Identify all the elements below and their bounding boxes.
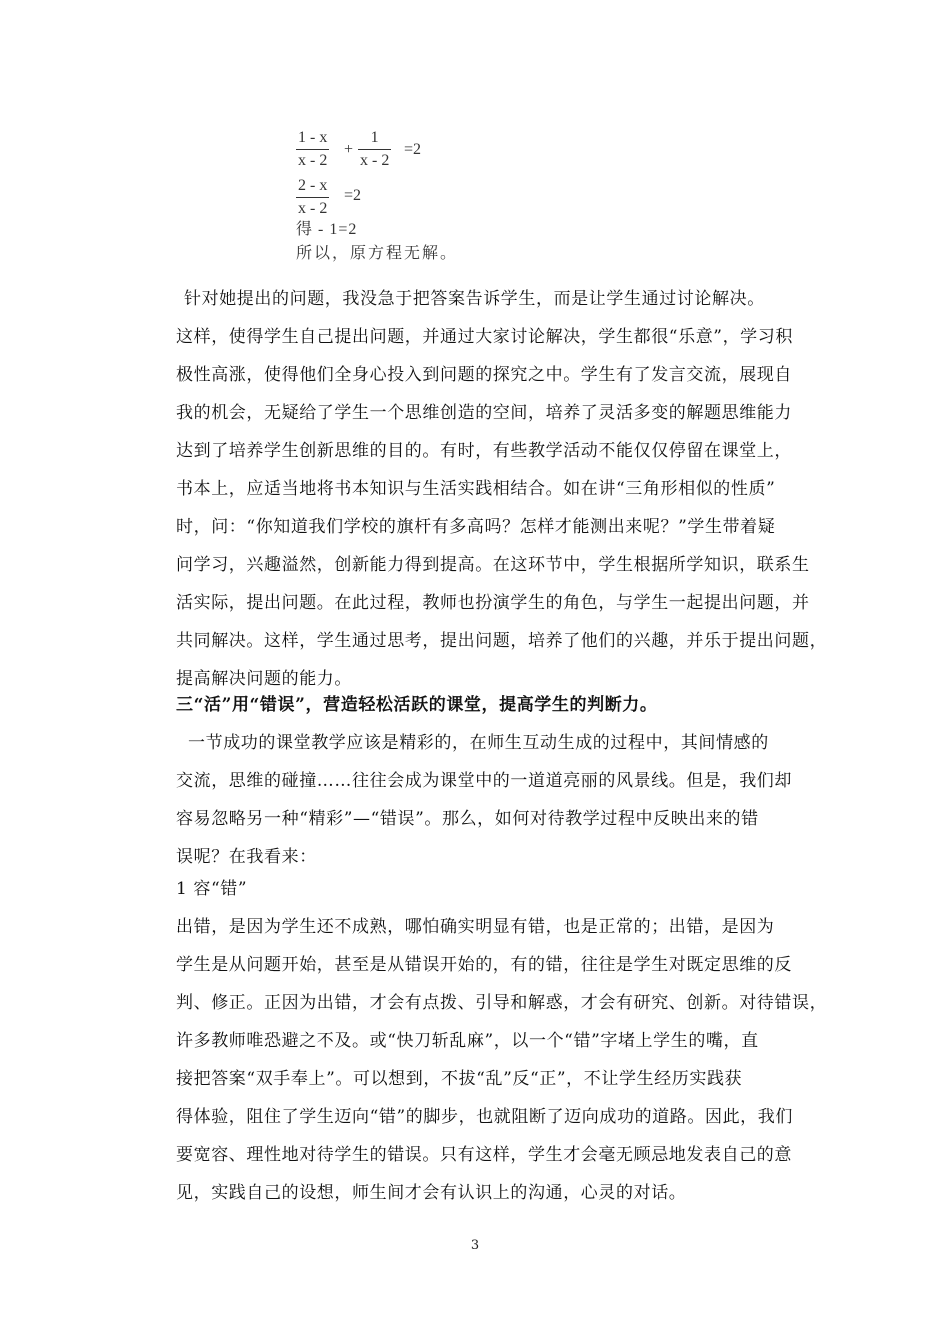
fraction-1 [296, 128, 329, 171]
fraction-3 [296, 176, 329, 219]
fraction-bar [358, 149, 391, 150]
subheading [176, 870, 808, 908]
text-line: 接把答案“双手奉上”。可以想到，不拔“乱”反“正”，不让学生经历实践获 [176, 1069, 743, 1089]
text-line: 容易忽略另一种“精彩”—“错误”。那么，如何对待教学过程中反映出来的错 [176, 809, 759, 829]
text-line: 判、修正。正因为出错，才会有点拨、引导和解惑，才会有研究、创新。对待错误， [176, 993, 828, 1013]
text-line: 共同解决。这样，学生通过思考，提出问题，培养了他们的兴趣，并乐于提出问题， [176, 631, 828, 651]
fraction-denominator: x - 2 [298, 200, 328, 217]
paragraph-3 [176, 908, 828, 1212]
text-line: 书本上，应适当地将书本知识与生活实践相结合。如在讲“三角形相似的性质” [176, 479, 776, 499]
text-line: 我的机会，无疑给了学生一个思维创造的空间，培养了灵活多变的解题思维能力 [176, 403, 792, 423]
text-line: 出错，是因为学生还不成熟，哪怕确实明显有错，也是正常的；出错，是因为 [176, 917, 775, 937]
equals-result: =2 [344, 187, 362, 204]
text-line: 问学习，兴趣溢然，创新能力得到提高。在这环节中，学生根据所学知识，联系生 [176, 555, 810, 575]
text-line: 误呢？在我看来： [176, 847, 317, 867]
equals-result: =2 [404, 141, 422, 158]
fraction-bar [296, 149, 329, 150]
text-line: 极性高涨，使得他们全身心投入到问题的探究之中。学生有了发言交流，展现自 [176, 365, 792, 385]
text-line: 见，实践自己的设想，师生间才会有认识上的沟通，心灵的对话。 [176, 1183, 687, 1203]
text-line: 这样，使得学生自己提出问题，并通过大家讨论解决，学生都很“乐意”，学习积 [176, 327, 793, 347]
equation-line-3: 得 - 1=2 [296, 221, 358, 238]
text-line: 活实际，提出问题。在此过程，教师也扮演学生的角色，与学生一起提出问题，并 [176, 593, 810, 613]
text-line: 提高解决问题的能力。 [176, 669, 352, 689]
section-heading [176, 686, 808, 724]
heading-text: 三“活”用“错误”，营造轻松活跃的课堂，提高学生的判断力。 [176, 695, 658, 715]
fraction-numerator: 1 - x [298, 129, 328, 146]
text-line: 针对她提出的问题，我没急于把答案告诉学生，而是让学生通过讨论解决。 [184, 289, 765, 309]
text-line: 交流，思维的碰撞……往往会成为课堂中的一道道亮丽的风景线。但是，我们却 [176, 771, 792, 791]
fraction-bar [296, 197, 329, 198]
fraction-denominator: x - 2 [360, 152, 390, 169]
text-line: 学生是从问题开始，甚至是从错误开始的，有的错，往往是学生对既定思维的反 [176, 955, 792, 975]
fraction-2 [358, 128, 391, 171]
fraction-numerator: 2 - x [298, 177, 328, 194]
fraction-numerator: 1 [370, 129, 379, 146]
equation-block [296, 128, 516, 268]
plus-sign: + [344, 141, 354, 158]
paragraph-1 [176, 280, 828, 698]
conclusion-line: 所以，原方程无解。 [296, 245, 459, 262]
text-line: 要宽容、理性地对待学生的错误。只有这样，学生才会毫无顾忌地发表自己的意 [176, 1145, 792, 1165]
text-line: 一节成功的课堂教学应该是精彩的，在师生互动生成的过程中，其间情感的 [188, 733, 769, 753]
text-line: 时，问：“你知道我们学校的旗杆有多高吗？怎样才能测出来呢？”学生带着疑 [176, 517, 776, 537]
paragraph-2 [176, 724, 816, 876]
text-line: 得体验，阻住了学生迈向“错”的脚步，也就阻断了迈向成功的道路。因此，我们 [176, 1107, 793, 1127]
page-number: 3 [470, 1238, 480, 1253]
fraction-denominator: x - 2 [298, 152, 328, 169]
subheading-text: 1 容“错” [176, 879, 248, 899]
text-line: 许多教师唯恐避之不及。或“快刀斩乱麻”，以一个“错”字堵上学生的嘴，直 [176, 1031, 759, 1051]
text-line: 达到了培养学生创新思维的目的。有时，有些教学活动不能仅仅停留在课堂上， [176, 441, 792, 461]
